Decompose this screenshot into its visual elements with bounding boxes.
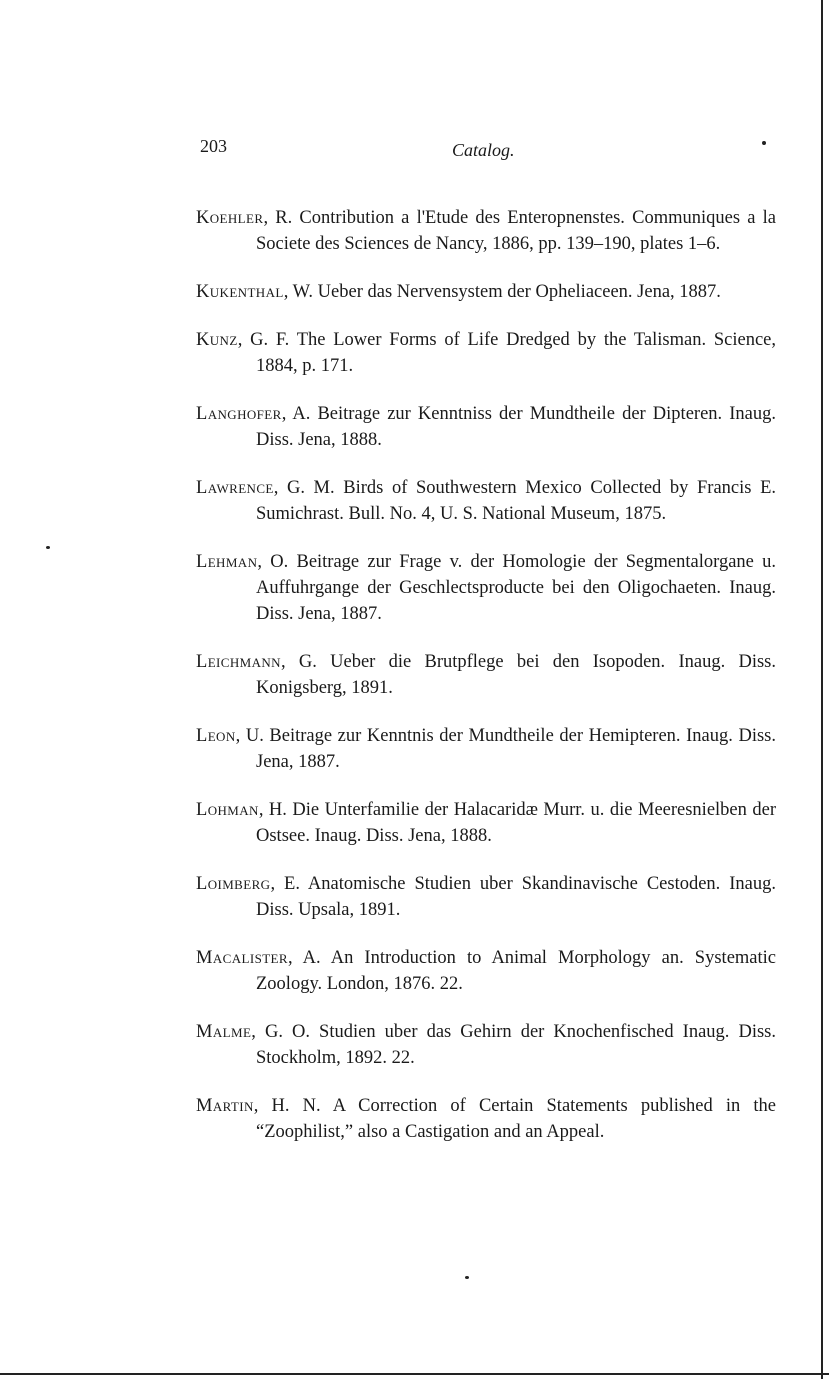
catalog-entry <box>196 945 776 997</box>
page-number: 203 <box>200 136 227 156</box>
catalog-entry <box>196 1019 776 1071</box>
entry-author: Lehman <box>196 551 258 572</box>
entry-author: Martin <box>196 1095 254 1116</box>
entry-text: , H. Die Unterfamilie der Halacaridæ Murr. u. die Meeresnielben der Ostsee. Inaug. Diss. Jena, 1888. <box>256 799 776 846</box>
ink-speck <box>762 141 766 145</box>
entry-author: Loimberg <box>196 873 271 894</box>
ink-speck <box>465 1276 469 1279</box>
catalog-entry <box>196 797 776 849</box>
catalog-entry <box>196 723 776 775</box>
entry-text: , O. Beitrage zur Frage v. der Homologie der Segmentalorgane u. Auffuhrgange der Geschlectsproducte bei den Oligochaeten. Inaug. Diss. Jena, 1887. <box>256 551 776 624</box>
ink-speck <box>46 546 50 549</box>
entry-text: , G. O. Studien uber das Gehirn der Knochenfisched Inaug. Diss. Stockholm, 1892. 22. <box>251 1021 776 1068</box>
page-edge-right <box>821 0 823 1379</box>
entry-text: , H. N. A Correction of Certain Statements published in the “Zoophilist,” also a Castigation and an Appeal. <box>253 1095 776 1142</box>
entry-text: , G. Ueber die Brutpflege bei den Isopoden. Inaug. Diss. Konigsberg, 1891. <box>256 651 776 698</box>
entry-text: , G. F. The Lower Forms of Life Dredged by the Talisman. Science, 1884, p. 171. <box>237 329 776 376</box>
entry-author: Malme <box>196 1021 252 1042</box>
catalog-entry <box>196 205 776 257</box>
entry-author: Lawrence <box>196 477 274 498</box>
entry-author: Kunz <box>196 329 238 350</box>
catalog-entry <box>196 279 776 305</box>
entry-author: Koehler <box>196 207 264 228</box>
entry-text: , G. M. Birds of Southwestern Mexico Collected by Francis E. Sumichrast. Bull. No. 4, U. S. National Museum, 1875. <box>256 477 776 524</box>
entry-text: , U. Beitrage zur Kenntnis der Mundtheile der Hemipteren. Inaug. Diss. Jena, 1887. <box>235 725 776 772</box>
entry-text: , E. Anatomische Studien uber Skandinavische Cestoden. Inaug. Diss. Upsala, 1891. <box>256 873 776 920</box>
catalog-entry <box>196 649 776 701</box>
catalog-entry <box>196 1093 776 1145</box>
catalog-entry <box>196 475 776 527</box>
page-edge-bottom <box>0 1373 829 1375</box>
catalog-entry <box>196 871 776 923</box>
catalog-entry <box>196 549 776 627</box>
entry-text: , R. Contribution a l'Etude des Enteropnenstes. Communiques a la Societe des Sciences de Nancy, 1886, pp. 139–190, plates 1–6. <box>256 207 776 254</box>
entry-author: Leon <box>196 725 236 746</box>
catalog-entries <box>196 186 776 1167</box>
entry-author: Leichmann <box>196 651 281 672</box>
entry-text: , W. Ueber das Nervensystem der Opheliaceen. Jena, 1887. <box>283 281 721 302</box>
entry-text: , A. Beitrage zur Kenntniss der Mundtheile der Dipteren. Inaug. Diss. Jena, 1888. <box>256 403 776 450</box>
catalog-entry <box>196 401 776 453</box>
running-title: Catalog. <box>452 140 515 160</box>
catalog-entry <box>196 327 776 379</box>
entry-author: Kukenthal <box>196 281 284 302</box>
entry-text: , A. An Introduction to Animal Morphology an. Systematic Zoology. London, 1876. 22. <box>256 947 776 994</box>
entry-author: Langhofer <box>196 403 282 424</box>
entry-author: Lohman <box>196 799 259 820</box>
entry-author: Macalister <box>196 947 288 968</box>
